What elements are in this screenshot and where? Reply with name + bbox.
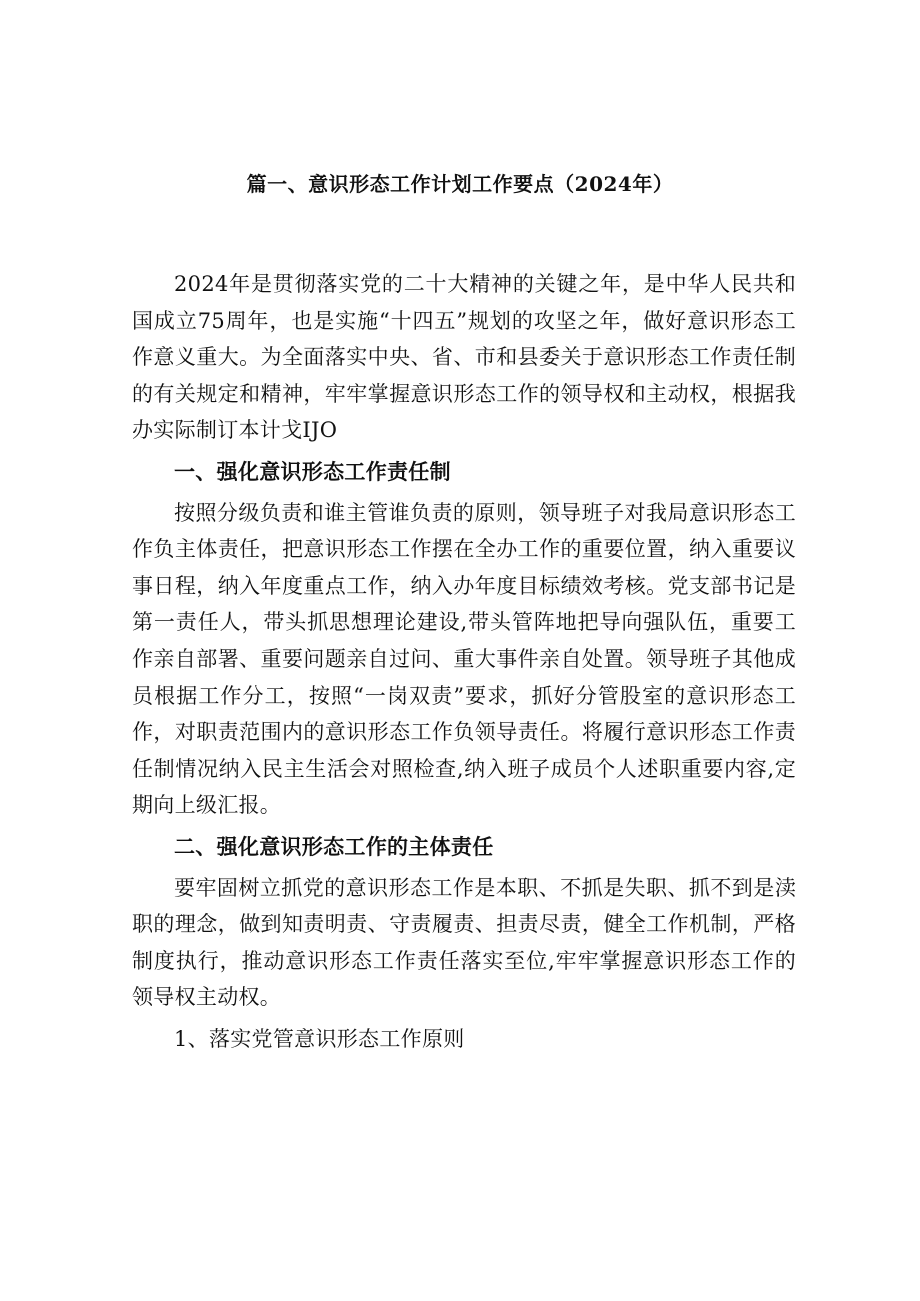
section-2-paragraph: 要牢固树立抓党的意识形态工作是本职、不抓是失职、抓不到是渎职的理念，做到知责明责、守责履责、担责尽责，健全工作机制，严格制度执行，推动意识形态工作责任落实至位,牢牢掌握意识形态工作的领导权主动权。	[132, 875, 796, 1010]
section-1-heading: 一、强化意识形态工作责任制	[174, 458, 451, 484]
section-2-item-1: 1、落实党管意识形态工作原则	[174, 1026, 465, 1051]
document-body	[132, 266, 796, 1057]
section-1-paragraph: 按照分级负责和谁主管谁负责的原则，领导班子对我局意识形态工作负主体责任，把意识形态工作摆在全办工作的重要位置，纳入重要议事日程，纳入年度重点工作，纳入办年度目标绩效考核。党支部书记是第一责任人，带头抓思想理论建设,带头管阵地把导向强队伍，重要工作亲自部署、重要问题亲自过问、重大事件亲自处置。领导班子其他成员根据工作分工，按照“一岗双责”要求，抓好分管股室的意识形态工作，对职责范围内的意识形态工作负领导责任。将履行意识形态工作责任制情况纳入民主生活会对照检查,纳入班子成员个人述职重要内容,定期向上级汇报。	[132, 500, 796, 818]
intro-paragraph: 2024年是贯彻落实党的二十大精神的关键之年，是中华人民共和国成立75周年，也是实施“十四五”规划的攻坚之年，做好意识形态工作意义重大。为全面落实中央、省、市和县委关于意识形态工作责任制的有关规定和精神，牢牢掌握意识形态工作的领导权和主动权，根据我办实际制订本计戈IJO	[132, 272, 796, 443]
section-2-heading: 二、强化意识形态工作的主体责任	[174, 833, 494, 859]
document-title: 篇一、意识形态工作计划工作要点（2024年）	[246, 172, 674, 196]
